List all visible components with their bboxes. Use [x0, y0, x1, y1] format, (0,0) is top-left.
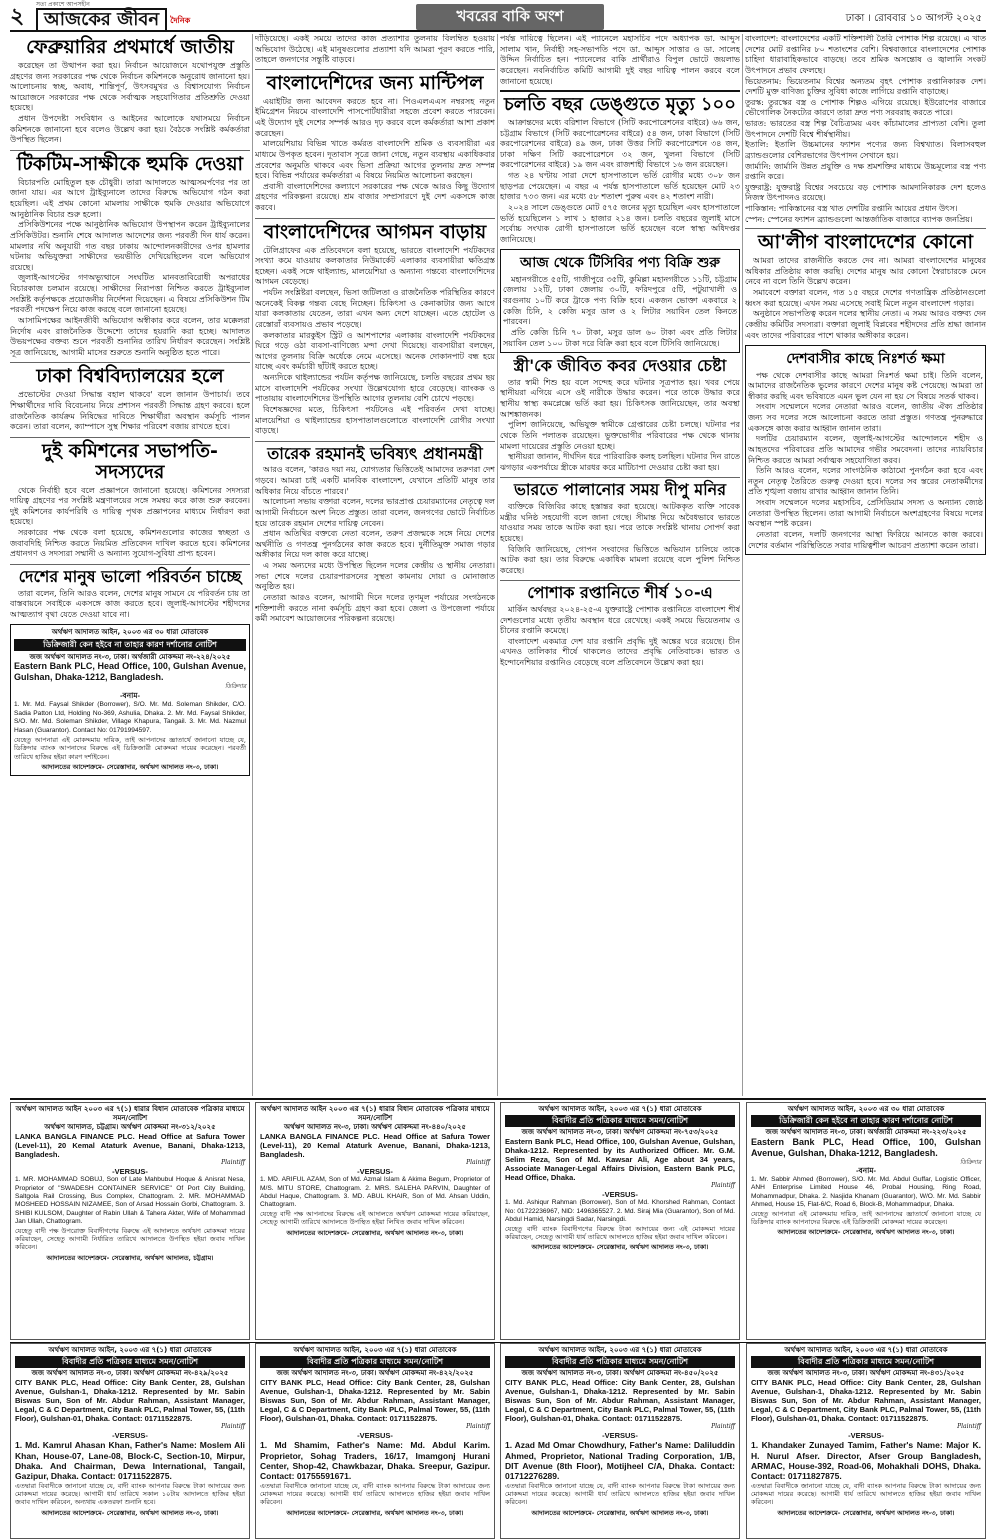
- article-arrivals-rise: [255, 222, 495, 437]
- notice-defendants: 1. MD. ARIFUL AZAM, Son of Md. Azmal Islam & Akima Begum, Proprietor of M/S. MITU STORE, Chattogram. 2. MRS. SALEHA PARVIN, Daughter of Abdul Haque, Chattogram. 3. MD. ABUL KHAIR, Son of Md. Ahsan Uddin, Chattogram.: [260, 1176, 490, 1209]
- paragraph: টেলিগ্রাফের এক প্রতিবেদনে বলা হয়েছে, ভারতে বাংলাদেশি পর্যটকদের সংখ্যা কমে যাওয়ায় কলকাতার নিউমার্কেট এলাকার ব্যবসায়ীরা ক্ষতিগ্রস্ত হচ্ছেন। একই সঙ্গে থাইল্যান্ড, মালয়েশিয়া ও অন্যান্য গন্তব্যে বাংলাদেশিদের আগমন বেড়েছে।: [255, 245, 495, 287]
- notice-case: জজ অর্থঋণ আদালত নং-৩, ঢাকা। অর্থজারী মোকদ্দমা নং-২২৩/২০২৫: [765, 1127, 967, 1137]
- column-4: [745, 34, 986, 1096]
- notice-signature: আদালতের আদেশক্রমে- সেরেস্তাদার, অর্থঋণ আদালত নং-৩, ঢাকা।: [41, 1508, 219, 1517]
- paragraph: নেতারা বলেন, দলটি জনগণের আস্থা ফিরিয়ে আনতে কাজ করবে। দেশের বর্তমান পরিস্থিতিতে সবার দায়িত্বশীল আচরণ প্রত্যাশা করেন তারা।: [748, 529, 983, 550]
- country-note: পাকিস্তান: পাকিস্তানের বস্ত্র খাত দেশটির রপ্তানি আয়ের প্রধান উৎস।: [745, 204, 958, 213]
- paragraph: পর্যটন সংশ্লিষ্টরা বলছেন, ভিসা জটিলতা ও রাজনৈতিক পরিস্থিতির কারণে অনেকেই বিকল্প গন্তব্য বেছে নিচ্ছেন। চিকিৎসা ও কেনাকাটার জন্য আগে যারা কলকাতায় যেতেন, তারা এখন অন্য দেশে যাচ্ছেন। এতে হোটেল ও রেস্তোরাঁ ব্যবসায়ও প্রভাব পড়েছে।: [255, 288, 495, 329]
- logo-tagline: সত্য প্রকাশে আপসহীন: [36, 1, 90, 8]
- notice-case: জজ অর্থঋণ আদালত নং-৩, ঢাকা। অর্থঋণ মোকদ্দমা নং-৪২২/২০২৫: [276, 1368, 474, 1378]
- notice-signature: আদালতের আদেশক্রমে- সেরেস্তাদার, অর্থঋণ আদালত নং-৩, ঢাকা।: [777, 1508, 955, 1517]
- paragraph: দলটির চেয়ারম্যান বলেন, জুলাই-আগস্টের আন্দোলনে শহীদ ও আহতদের পরিবারের প্রতি আমাদের গভীর সমবেদনা। তাদের ন্যায়বিচার নিশ্চিত করতে আমরা সর্বাত্মক সহযোগিতা করব।: [748, 434, 983, 465]
- legal-notice: [500, 1102, 740, 1340]
- paragraph: এ সময় অন্যদের মধ্যে উপস্থিত ছিলেন দলের কেন্দ্রীয় ও স্থানীয় নেতারা। সভা শেষে দলের চেয়ারপারসনের সুস্থতা কামনায় দোয়া ও মোনাজাত অনুষ্ঠিত হয়।: [255, 561, 495, 592]
- article-wife-burial: [500, 357, 740, 473]
- notice-plaintiff: Eastern Bank PLC, Head Office, 100, Gulshan Avenue, Gulshan, Dhaka-1212, Bangladesh.: [751, 1137, 981, 1158]
- notice-side: ডিক্রিদার: [959, 1158, 981, 1166]
- article-good-change: [10, 568, 250, 620]
- notice-versus: -VERSUS-: [112, 1430, 148, 1440]
- paragraph: বিজিবি জানিয়েছে, গোপন সংবাদের ভিত্তিতে অভিযান চালিয়ে তাকে আটক করা হয়। তার বিরুদ্ধে একাধিক মামলা রয়েছে বলে পুলিশ নিশ্চিত করেছে।: [500, 544, 740, 575]
- country-note: বাংলাদেশ: বাংলাদেশের একটি শক্তিশালী তৈরি পোশাক শিল্প রয়েছে। এ খাত দেশের মোট রপ্তানির ৮০ শতাংশের বেশি। বিশ্ববাজারে বাংলাদেশের পোশাক চাহিদা ধারাবাহিকভাবে বাড়ছে। তবে শ্রমিক অসন্তোষ ও জ্বালানি সংকট উৎপাদনে প্রভাব ফেলছে।: [745, 34, 986, 75]
- notice-signature: আদালতের আদেশক্রমে- সেরেস্তাদার, অর্থঋণ আদালত নং-৩, ঢাকা।: [286, 1228, 464, 1237]
- article-multiple-visa: [255, 73, 495, 214]
- legal-row-2: [10, 1342, 986, 1539]
- paragraph: কলকাতার মারকুইস স্ট্রিট ও আশপাশের এলাকায় বাংলাদেশি পর্যটকদের ঘিরে গড়ে ওঠা ব্যবসা-বাণিজ্যে মন্দা দেখা দিয়েছে। ব্যবসায়ীরা বলছেন, আগের তুলনায় বিক্রি অর্ধেকে নেমে এসেছে। অনেক দোকানপাট বন্ধ হয়ে যাচ্ছে এবং কর্মচারী ছাঁটাই করতে হচ্ছে।: [255, 330, 495, 372]
- notice-defendant: 1. Md Shamim, Father's Name: Md. Abdul Karim. Proprietor, Sohag Traders, 16/17, Imamgonj Hurani Center, Shop-42, Chawkbazar, Dhaka. Sreepur, Gazipur. Contact: 01755591671.: [260, 1440, 490, 1482]
- paragraph: প্রবাসী বাংলাদেশিদের কল্যাণে সরকারের পক্ষ থেকে আরও কিছু উদ্যোগ গ্রহণের পরিকল্পনা রয়েছে। শ্রম বাজার সম্প্রসারণে দুই দেশ একসঙ্গে কাজ করবে।: [255, 181, 495, 213]
- masthead: [10, 1, 986, 32]
- notice-signature: আদালতের আদেশক্রমে- সেরেস্তাদার, অর্থঋণ আদালত নং-৩, ঢাকা।: [531, 1243, 709, 1252]
- headline: ভারতে পালানোর সময় দীপু মনির: [513, 480, 727, 500]
- paragraph: মালয়েশিয়ায় বিভিন্ন খাতে কর্মরত বাংলাদেশি শ্রমিক ও ব্যবসায়ীরা এর মাধ্যমে উপকৃত হবেন। দূতাবাস সূত্রে জানা গেছে, নতুন ব্যবস্থায় একাধিকবার প্রবেশের অনুমতি থাকবে এবং ভিসা প্রক্রিয়া আগের তুলনায় দ্রুত সম্পন্ন হবে। বিভিন্ন পর্যায়ের কর্মকর্তারা এ বিষয়ে নিয়মিত আলোচনা করছেন।: [255, 139, 495, 181]
- notice-side: Plaintiff: [711, 1182, 735, 1190]
- paragraph: সংবাদ সম্মেলনে দলের মহাসচিব, প্রেসিডিয়াম সদস্য ও অন্যান্য জ্যেষ্ঠ নেতারা উপস্থিত ছিলেন। তারা আগামী নির্বাচনে অংশগ্রহণের বিষয়ে দলের অবস্থান স্পষ্ট করেন।: [748, 498, 983, 529]
- notice-case: অর্থঋণ আদালত নং-৩, ঢাকা। অর্থঋণ মোকদ্দমা নং-৪৪০/২০২৫: [284, 1121, 466, 1131]
- notice-bar: ডিক্রিজারী কেন হইবে না তাহার কারণ দর্শানোর নোটিশ: [751, 1115, 981, 1127]
- newspaper-logo: [36, 2, 190, 32]
- paragraph: বিশেষজ্ঞদের মতে, চিকিৎসা পর্যটনেও এই পরিবর্তন দেখা যাচ্ছে। মালয়েশিয়া ও থাইল্যান্ডের হাসপাতালগুলোতে বাংলাদেশি রোগীর সংখ্যা বাড়ছে।: [255, 404, 495, 436]
- notice-defendant: 1. Khandaker Zunayed Tamim, Father's Name: Major K. H. Nurul Afser. Director, Afser Group Bangladesh, ARMAC, House-392, Road-06, Mohakhali DOHS, Dhaka. Contact: 01711827875.: [751, 1440, 981, 1482]
- notice-plaintiff: CITY BANK PLC, Head Office: City Bank Center, 28, Gulshan Avenue, Gulshan-1, Dhaka-1212. Represented by Mr. Sabin Biswas Sun, Son of Mr. Abdur Rahman, Assistant Manager, Legal, C & C Department, City Bank PLC, Palmal Tower, 55, (11th Floor), Gulshan-01, Dhaka. Contact: 01711522875.: [15, 1378, 245, 1424]
- article-garment-export: [500, 584, 740, 668]
- notice-text: এতদ্বারা বিবাদীকে জানানো যাচ্ছে যে, বাদী ব্যাংক আপনার বিরুদ্ধে টাকা আদায়ের জন্য মোকদ্দমা দায়ের করেছে। আগামী ধার্য তারিখে আদালতে হাজির হইয়া জবাব দাখিল করিবেন।: [505, 1481, 735, 1507]
- paragraph: বিচারপতি মোহিতুল হক চৌধুরী। তারা আদালতে আত্মসমর্পণের পর তা জানা যায়। এর আগে ট্রাইব্যুনালে তাদের বিরুদ্ধে অভিযোগ গঠন করা হয়েছিল। এই প্রথম কোনো মামলায় সাক্ষীকে হুমকি দেওয়ার অভিযোগে আনুষ্ঠানিক বিচার শুরু হলো।: [10, 177, 250, 219]
- notice-caption: অর্থঋণ আদালত আইন, ২০০৩ এর ৭(১) ধারা মোতাবেক: [48, 1346, 212, 1354]
- notice-versus: -VERSUS-: [112, 1166, 148, 1176]
- notice-text: যেহেতু বাদী পক্ষ উপরোক্ত বিবাদীগণের বিরুদ্ধে এই আদালতে অর্থঋণ মোকদ্দমা দায়ের করিয়াছেন, সেহেতু আগামী নির্ধারিত তারিখে আদালতে উপস্থিত হইয়া জবাব দাখিল করিবেন।: [15, 1226, 245, 1252]
- notice-case: জজ অর্থঋণ আদালত নং-৩, ঢাকা। অর্থজারী মোকদ্দমা নং-২২৪/২০২৫: [29, 652, 231, 662]
- paragraph: প্রধান উপদেষ্টা সংবিধান ও আইনের আলোকে যথাসময়ে নির্বাচন কমিশনকে জানানো হবে বলেও উল্লেখ করা হয়। বৈঠকে সংশ্লিষ্ট কর্মকর্তারা উপস্থিত ছিলেন।: [10, 114, 250, 145]
- paragraph: প্রসিকিউশনের পক্ষে আনুষ্ঠানিক অভিযোগ উপস্থাপন করেন ট্রাইব্যুনালের প্রসিকিউটর। শুনানি শেষে আদালত আদেশের জন্য পরবর্তী দিন ধার্য করেন। মামলার নথি অনুযায়ী গত বছর ঢাকায় আন্দোলনকারীদের ওপর হামলার ঘটনায় অভিযুক্তরা সাক্ষীদের ভয়ভীতি দেখিয়েছিলেন বলে অভিযোগ রয়েছে।: [10, 220, 250, 272]
- notice-plaintiff: CITY BANK PLC, Head Office: City Bank Center, 28, Gulshan Avenue, Gulshan-1, Dhaka-1212. Represented by Mr. Sabin Biswas Sun, Son of Mr. Abdur Rahman, Assistant Manager, Legal, C & C Department, City Bank PLC, Palmal Tower, 55, (11th Floor), Gulshan-01, Dhaka. Contact: 01711522875.: [751, 1378, 981, 1424]
- paragraph: তার স্বামী শিশু হয় বলে সন্দেহ করে ঘটনার সূত্রপাত হয়। খবর পেয়ে স্থানীয়রা এগিয়ে এসে ওই নারীকে উদ্ধার করেন। পরে তাকে উদ্ধার করে স্থানীয় স্বাস্থ্য কমপ্লেক্সে ভর্তি করা হয়। চিকিৎসক জানিয়েছেন, তার অবস্থা আশঙ্কাজনক।: [500, 377, 740, 419]
- notice-side: Plaintiff: [466, 1423, 490, 1431]
- headline: আ'লীগ বাংলাদেশের কোনো: [757, 231, 974, 254]
- paragraph: আরও বলেন, 'কারও দয়া নয়, যোগ্যতার ভিত্তিতেই আমাদের তরুণরা দেশ গড়বে। আমরা চাই একটি মানবিক বাংলাদেশ, যেখানে প্রতিটি মানুষ তার অধিকার নিয়ে বাঁচতে পারবে।': [255, 465, 495, 496]
- notice-caption: অর্থঋণ আদালত আইন, ২০০৩ এর ৭(১) ধারা মোতাবেক: [784, 1346, 948, 1354]
- headline: চলতি বছর ডেঙ্গুতে মৃত্যু ১০০: [504, 94, 736, 116]
- headline: দুই কমিশনের সভাপতি-সদস্যদের: [42, 439, 218, 483]
- notice-plaintiff: CITY BANK PLC, Head Office: City Bank Center, 28, Gulshan Avenue, Gulshan-1, Dhaka-1212. Represented by Mr. Sabin Biswas Sun, Son of Mr. Abdur Rahman, Assistant Manager, Legal, C & C Department, City Bank PLC, Palmal Tower, 55, (11th Floor), Gulshan-01, Dhaka. Contact: 01711522875.: [505, 1378, 735, 1424]
- article-two-commissions: [10, 441, 250, 560]
- paragraph: বাংলাদেশ একমাত্র দেশ যার রপ্তানি প্রবৃদ্ধি দুই অঙ্কের ঘরে রয়েছে। চীন এখনও তালিকার শীর্ষে থাকলেও তাদের প্রবৃদ্ধি নেতিবাচক। ভারত ও ইন্দোনেশিয়ার রপ্তানিও বেড়েছে বলে প্রতিবেদনে উল্লেখ করা হয়।: [500, 636, 740, 668]
- notice-bar: বিবাদীর প্রতি পত্রিকার মাধ্যমে সমন/নোটিশ: [260, 1356, 490, 1368]
- notice-case: জজ অর্থঋণ আদালত নং-৩, ঢাকা। অর্থঋণ মোকদ্দমা নং-৪৫০/২০২৫: [521, 1368, 719, 1378]
- notice-text: যেহেতু বাদী পক্ষ আপনাদের বিরুদ্ধে এই আদালতে অর্থঋণ মোকদ্দমা দায়ের করিয়াছেন, সেহেতু আগামী তারিখে আদালতে উপস্থিত হইয়া লিখিত জবাব দাখিল করিবেন।: [260, 1209, 490, 1227]
- notice-caption: অর্থঋণ আদালত আইন ২০০৩ এর ৭(১) ধারার বিধান মোতাবেক পত্রিকার মাধ্যমে সমন/নোটিশ: [15, 1105, 245, 1122]
- notice-signature: আদালতের আদেশক্রমে- সেরেস্তাদার, অর্থঋণ আদালত, চট্টগ্রাম।: [46, 1253, 214, 1262]
- notice-plaintiff: CITY BANK PLC, Head Office: City Bank Center, 28, Gulshan Avenue, Gulshan-1, Dhaka-1212. Represented by Mr. Sabin Biswas Sun, Son of Mr. Abdur Rahman, Assistant Manager, Legal, C & C Department, City Bank PLC, Palmal Tower, 55, (11th Floor), Gulshan-01, Dhaka. Contact: 01711522875.: [260, 1378, 490, 1424]
- notice-defendants: 1. MR. MOHAMMAD SOBUJ, Son of Late Mahbubul Hoque & Anisrat Nesa, Proprietor of "SWADESH CONTAINER SERVICE" Of Port City Building, Saltgola Rail Crossing, Bus Complex, Chattogram. 2. MR. MOHAMMAD MOSHEED HOSSAIN NIZAMEE, Son of Arsad Hossain Gorbi, Chattogram. 3. SHIBI KULSOM, Daughter of Rabin Ullah & Tahera Akter, Wife of Mohammad Jan Ullah, Chattogram.: [15, 1176, 245, 1226]
- country-note: যুক্তরাষ্ট্র: যুক্তরাষ্ট্র বিশ্বের সবচেয়ে বড় পোশাক আমদানিকারক দেশ হলেও নিজস্ব উৎপাদনও রয়েছে।: [745, 182, 986, 203]
- notice-case: অর্থঋণ আদালত, চট্টগ্রাম। অর্থঋণ মোকদ্দমা নং-৩১২/২০২৫: [44, 1121, 216, 1131]
- paragraph: মার্কিন অর্থবছর ২০২৪-২৫-এ যুক্তরাষ্ট্রে পোশাক রপ্তানিতে বাংলাদেশ শীর্ষ দেশগুলোর মধ্যে তৃতীয় অবস্থান ধরে রেখেছে। একই সময়ে ভিয়েতনাম ও চীনের রপ্তানি কমেছে।: [500, 604, 740, 636]
- notice-signature: আদালতের আদেশক্রমে- সেরেস্তাদার, অর্থঋণ আদালত নং-৩, ঢাকা।: [777, 1228, 955, 1237]
- notice-defendants: 1. Mr. Sabbir Ahmed (Borrower), S/O. Mr. Md. Abdul Guffar, Logistic Officer, ANH Enterprise Limited House 46, Probal Housing, Ring Road, Mohammadpur, Dhaka. 2. Nasjida Khanam (Guarantor), W/O. Mr. Md. Sabbir Ahmed, House 15, Flat-6/C, Road 6, Block-B, Mohammadpur, Dhaka.: [751, 1176, 981, 1209]
- paragraph: এয়াইটির জন্য আবেদন করতে হবে না। পিওএলএএস নম্বরসহ নতুন ইমিগ্রেশন নিয়মে বাংলাদেশি পাসপোর্টধারীরা সহজে প্রবেশ করতে পারবেন। এই উদ্যোগ দুই দেশের সম্পর্ক আরও দৃঢ় করবে বলে কর্মকর্তারা আশা প্রকাশ করেছেন।: [255, 96, 495, 138]
- paragraph: নেতারা আরও বলেন, আগামী দিনে দলের তৃণমূল পর্যায়ের সংগঠনকে শক্তিশালী করতে নানা কর্মসূচি গ্রহণ করা হবে। জেলা ও উপজেলা পর্যায়ে কর্মী সমাবেশ আয়োজনের পরিকল্পনা রয়েছে।: [255, 592, 495, 624]
- notice-signature: আদালতের আদেশক্রমে- সেরেস্তাদার, অর্থঋণ আদালত নং-৩, ঢাকা।: [531, 1508, 709, 1517]
- headline: বাংলাদেশিদের জন্য মান্টিপল: [266, 71, 484, 94]
- notice-defendant: 1. Azad Md Omar Chowdhury, Father's Name: Daliluddin Ahmed, Proprietor, National Trading Corporation, 1/B, DIT Avenue (8th Floor), Motijheel C/A, Dhaka. Contact: 01712276289.: [505, 1440, 735, 1482]
- paragraph: তারা বলেন, তিনি আরও বলেন, দেশের মানুষ সামনে যে পরিবর্তন চায় তা বাস্তবায়নে সবাইকে একসঙ্গে কাজ করতে হবে। জুলাই-আগস্টের শহীদদের আত্মত্যাগ বৃথা যেতে দেওয়া যাবে না।: [10, 588, 250, 619]
- legal-notice: [10, 624, 250, 776]
- notice-case: জজ অর্থঋণ আদালত নং-৩, ঢাকা। অর্থঋণ মোকদ্দমা নং-৪২৯/২০২৫: [31, 1368, 229, 1378]
- notice-signature: আদালতের আদেশক্রমে- সেরেস্তাদার, অর্থঋণ আদালত নং-৩, ঢাকা।: [41, 763, 219, 772]
- notice-text: এতদ্বারা বিবাদীকে জানানো যাচ্ছে যে, বাদী ব্যাংক আপনার বিরুদ্ধে টাকা আদায়ের জন্য মোকদ্দমা দায়ের করেছে। আগামী ধার্য তারিখে সকাল ১০টায় আদালতে হাজির হইয়া জবাব দাখিল করিবেন, অন্যথায় একতরফা শুনানি হবে।: [15, 1481, 245, 1507]
- paragraph: প্রতি কেজি চিনি ৭০ টাকা, মসুর ডাল ৬০ টাকা এবং প্রতি লিটার সয়াবিন তেল ১০০ টাকা দরে বিক্রি করা হবে বলে টিসিবি জানিয়েছে।: [503, 327, 737, 348]
- country-note: ভিয়েতনাম: ভিয়েতনাম বিশ্বের অন্যতম বৃহৎ পোশাক রপ্তানিকারক দেশ। দেশটি মুক্ত বাণিজ্য চুক্তির সুবিধা কাজে লাগিয়ে রপ্তানি বাড়াচ্ছে।: [745, 76, 986, 97]
- country-note: ইতালি: ইতালি উচ্চমানের ফ্যাশন পণ্যের জন্য বিশ্বখ্যাত। বিলাসবহুল ব্র্যান্ডগুলোর বেশিরভাগের উৎপাদন সেখানে হয়।: [745, 140, 986, 160]
- paragraph: থেকে নির্বাহী হবে বলে প্রজ্ঞাপনে জানানো হয়েছে। কমিশনের সদস্যরা দায়িত্ব গ্রহণের পর সংশ্লিষ্ট মন্ত্রণালয়ের সঙ্গে সমন্বয় করে কাজ শুরু করবেন। দুই কমিশনের কার্যপরিধি ও দায়িত্ব পৃথক প্রজ্ঞাপনের মাধ্যমে নির্ধারণ করা হয়েছে।: [10, 485, 250, 527]
- column-1: [10, 34, 250, 1096]
- continued-text: পর্যন্ত দায়িত্বে ছিলেন। এই প্যানেলে মহাসচিব পদে অধ্যাপক ডা. আব্দুস সালাম খান, নির্বাহী সহ-সভাপতি পদে ডা. আব্দুস সাত্তার ও ডা. সালেহ উদ্দিন নির্বাচিত হন। প্যানেলের বাকি প্রার্থীরাও বিপুল ভোটে জয়লাভ করেছেন। নবনির্বাচিত কমিটি আগামী দুই বছর দায়িত্ব পালন করবে বলে জানানো হয়েছে।: [500, 34, 740, 86]
- notice-versus: -বনাম-: [120, 690, 140, 700]
- paragraph: আমরা তাদের রাজনীতি করতে দেব না। আমরা বাংলাদেশের মানুষের অধিকার প্রতিষ্ঠায় কাজ করছি। দেশের মানুষ আর কোনো স্বৈরাচারকে মেনে নেবে না বলে তিনি উল্লেখ করেন।: [745, 256, 986, 287]
- article-du-hall: [10, 366, 250, 432]
- legal-notice: [746, 1343, 986, 1539]
- notice-bar: বিবাদীর প্রতি পত্রিকার মাধ্যমে সমন/নোটিশ: [751, 1356, 981, 1368]
- notice-defendants: 1. Md. Ashiqur Rahman (Borrower), Son of Md. Khorshed Rahman, Contact No: 01722236967, NID: 1496365527. 2. Md. Siraj Mia (Guarantor), Son of Md. Abdul Hamid, Narsingdi Sadar, Narsingdi.: [505, 1199, 735, 1224]
- legal-notice: [500, 1343, 740, 1539]
- paragraph: প্রধান অতিথির বক্তব্যে নেতা বলেন, তরুণ প্রজন্মকে সঙ্গে নিয়ে দেশের অর্থনীতি ও গণতন্ত্র পুনর্গঠনের কাজ করতে হবে। দুর্নীতিমুক্ত সমাজ গড়ার অঙ্গীকার নিয়ে দল কাজ করে যাচ্ছে।: [255, 529, 495, 560]
- paragraph: আক্রান্তদের মধ্যে বরিশাল বিভাগে (সিটি করপোরেশনের বাইরে) ৬৬ জন, চট্টগ্রাম বিভাগে (সিটি করপোরেশনের বাইরে) ৫৪ জন, ঢাকা বিভাগে (সিটি করপোরেশনের বাইরে) ৪৯ জন, ঢাকা উত্তর সিটি করপোরেশনে ৩৪ জন, ঢাকা দক্ষিণ সিটি করপোরেশনে ৩২ জন, খুলনা বিভাগে (সিটি করপোরেশনের বাইরে) ১৯ জন এবং রাজশাহী বিভাগে ১৬ জন রয়েছেন।: [500, 117, 740, 170]
- notice-caption: অর্থঋণ আদালত আইন, ২০০৩ এর ৭(১) ধারা মোতাবেক: [293, 1346, 457, 1354]
- notice-plaintiff: Eastern Bank PLC, Head Office, 100, Gulshan Avenue, Gulshan, Dhaka-1212. Represented by its Authorized Officer. Mr. G.M. Selim Reza, Son of Md. Kawsar Ali, Age about 34 years, Associate Manager-Legal Affairs Division, Eastern Bank PLC, Head Office, Dhaka.: [505, 1137, 735, 1183]
- notice-caption: অর্থঋণ আদালত আইন, ২০০৩ এর ৭(১) ধারা মোতাবেক: [538, 1105, 702, 1113]
- notice-caption: অর্থঋণ আদালত আইন, ২০০৩ এর ৭(১) ধারা মোতাবেক: [538, 1346, 702, 1354]
- notice-text: এতদ্বারা বিবাদীকে জানানো যাচ্ছে যে, বাদী ব্যাংক আপনার বিরুদ্ধে টাকা আদায়ের জন্য মোকদ্দমা দায়ের করেছে। আগামী ধার্য তারিখে আদালতে হাজির হইয়া জবাব দাখিল করিবেন।: [751, 1481, 981, 1507]
- country-note: ভারত: ভারতের বস্ত্র শিল্প বৈচিত্র্যময় এবং কাঁচামালের প্রাপ্যতা বেশি। তুলা উৎপাদনে দেশটি বিশ্বে শীর্ষস্থানীয়।: [745, 119, 986, 139]
- article-future-pm: [255, 445, 495, 625]
- notice-side: Plaintiff: [711, 1423, 735, 1431]
- notice-versus: -VERSUS-: [357, 1166, 393, 1176]
- legal-notice: [255, 1343, 495, 1539]
- notice-bar: বিবাদীর প্রতি পত্রিকার মাধ্যমে সমন/নোটিশ: [505, 1356, 735, 1368]
- paragraph: প্রভোস্টের দেওয়া সিদ্ধান্ত বহাল থাকবে' বলে জানান উপাচার্য। তবে শিক্ষার্থীদের দাবি বিবেচনায় নিয়ে প্রশাসন পরবর্তী সিদ্ধান্ত গ্রহণ করবে। হলে রাজনৈতিক কার্যক্রম নিষিদ্ধের দাবিতে শিক্ষার্থীরা অবস্থান কর্মসূচি পালন করেন। তারা বলেন, ক্যাম্পাসে সুস্থ শিক্ষার পরিবেশ বজায় রাখতে হবে।: [10, 390, 250, 432]
- paragraph: ২০২৪ সালে ডেঙ্গুতে মোট ৫৭৫ জনের মৃত্যু হয়েছিল এবং হাসপাতালে ভর্তি হয়েছিলেন ১ লাখ ১ হাজার ২১৪ জন। চলতি বছরের জুলাই মাসে সর্বোচ্চ সংখ্যক রোগী হাসপাতালে ভর্তি হয়েছেন বলে স্বাস্থ্য অধিদপ্তর জানিয়েছে।: [500, 202, 740, 244]
- legal-notice: [10, 1343, 250, 1539]
- notice-case: জজ অর্থঋণ আদালত নং-৩, ঢাকা। অর্থঋণ মোকদ্দমা নং-৭৫৩/২০২৫: [521, 1127, 719, 1137]
- notice-plaintiff: Eastern Bank PLC, Head Office, 100, Gulshan Avenue, Gulshan, Dhaka-1212, Bangladesh.: [14, 661, 246, 683]
- paragraph: পক্ষ থেকে দেশবাসীর কাছে আমরা নিঃশর্ত ক্ষমা চাই। তিনি বলেন, আমাদের রাজনৈতিক ভুলের কারণে দেশের মানুষ কষ্ট পেয়েছে। আমরা তা স্বীকার করছি এবং ভবিষ্যতে এমন ভুল যেন না হয় সে বিষয়ে সতর্ক থাকব।: [748, 370, 983, 401]
- notice-case: জজ অর্থঋণ আদালত নং-৩, ঢাকা। অর্থঋণ মোকদ্দমা নং-৪৩১/২০২৫: [767, 1368, 965, 1378]
- notice-plaintiff: LANKA BANGLA FINANCE PLC. Head Office at Safura Tower (Level-11), 20 Kemal Ataturk Avenue, Banani, Dhaka-1213, Bangladesh.: [15, 1131, 245, 1159]
- paragraph: অন্যদিকে থাইল্যান্ডের পর্যটন কর্তৃপক্ষ জানিয়েছে, চলতি বছরের প্রথম ছয় মাসে বাংলাদেশি পর্যটকের সংখ্যা উল্লেখযোগ্য হারে বেড়েছে। ব্যাংকক ও পাতায়ায় বাংলাদেশিদের উপস্থিতি আগের তুলনায় বেশি চোখে পড়ছে।: [255, 373, 495, 404]
- headline: পোশাক রপ্তানিতে শীর্ষ ১০-এ: [527, 583, 713, 603]
- legal-row-1: [10, 1102, 986, 1340]
- logo-title: আজকের জীবন: [36, 8, 167, 32]
- column-2: [255, 34, 495, 1096]
- paragraph: তিনি আরও বলেন, দলের সাংগঠনিক কাঠামো পুনর্গঠন করা হবে এবং নতুন নেতৃত্ব তৈরিতে গুরুত্ব দেওয়া হবে। দলের সব স্তরের নেতাকর্মীদের প্রতি শৃঙ্খলা বজায় রাখার আহ্বান জানান তিনি।: [748, 466, 983, 497]
- headline: দেশবাসীর কাছে নিঃশর্ত ক্ষমা: [786, 351, 945, 368]
- legal-notices: [10, 1098, 986, 1539]
- article-apology: [745, 345, 986, 555]
- paragraph: গত ২৪ ঘণ্টায় সারা দেশে হাসপাতালে ভর্তি রোগীর মধ্যে ৩০৮ জন ছাড়পত্র পেয়েছেন। এ বছর এ পর্যন্ত হাসপাতালে ভর্তি হয়েছেন মোট ২৩ হাজার ৭৩৩ জন। এর মধ্যে ৫৮ শতাংশ পুরুষ এবং ৪২ শতাংশ নারী।: [500, 171, 740, 202]
- headline: ফেব্রুয়ারির প্রথমার্ধে জাতীয়: [26, 36, 234, 58]
- article-witness-threat: [10, 154, 250, 359]
- page-number: ২: [10, 3, 25, 30]
- paragraph: করেছেন তা উত্থাপন করা হয়। নির্বাচন আয়োজনে যথোপযুক্ত প্রস্তুতি গ্রহণের জন্য সরকারের পক্ষ থেকে নির্বাচন কমিশনকে অনুরোধ জানানো হয়। আলোচনায় স্বচ্ছ, অবাধ, শান্তিপূর্ণ, উৎসবমুখর ও বিশ্বাসযোগ্য নির্বাচন আয়োজনে সরকারের পক্ষ থেকে সর্বাত্মক সহযোগিতার প্রতিশ্রুতি দেওয়া হয়েছে।: [10, 60, 250, 113]
- notice-bar: বিবাদীর প্রতি পত্রিকার মাধ্যমে সমন/নোটিশ: [505, 1115, 735, 1127]
- legal-notice: [10, 1102, 250, 1340]
- notice-side: Plaintiff: [221, 1423, 245, 1431]
- headline: আজ থেকে টিসিবির পণ্য বিক্রি শুরু: [519, 255, 721, 272]
- legal-notice: [746, 1102, 986, 1340]
- paragraph: পুলিশ জানিয়েছে, অভিযুক্ত স্বামীকে গ্রেপ্তারের চেষ্টা চলছে। ঘটনার পর থেকে তিনি পলাতক রয়েছেন। ভুক্তভোগীর পরিবারের পক্ষ থেকে থানায় মামলা দায়েরের প্রস্তুতি নেওয়া হচ্ছে।: [500, 420, 740, 451]
- notice-versus: -VERSUS-: [357, 1430, 393, 1440]
- notice-text: এতদ্বারা বিবাদীকে জানানো যাচ্ছে যে, বাদী ব্যাংক আপনার বিরুদ্ধে টাকা আদায়ের জন্য মোকদ্দমা দায়ের করেছে। আগামী ধার্য তারিখে আদালতে হাজির হইয়া জবাব দাখিল করিবেন।: [260, 1481, 490, 1507]
- column-3: [500, 34, 740, 1096]
- notice-text: যেহেতু আপনারা এই মোকদ্দমায় দায়িক, তাই আপনাদের জ্ঞাতার্থে জানানো যাচ্ছে যে, ডিক্রিদার ব্যাংক আপনাদের বিরুদ্ধে এই ডিক্রিজারী মোকদ্দমা দায়ের করেছেন। পরবর্তী তারিখে হাজির হইয়া কারণ দর্শাইবেন।: [14, 735, 246, 761]
- notice-side: ডিক্রিদার: [224, 683, 246, 691]
- notice-caption: অর্থঋণ আদালত আইন, ২০০৩ এর ৩০ ধারা মোতাবেক: [51, 628, 209, 637]
- article-election: [10, 37, 250, 146]
- article-dengue: [500, 95, 740, 245]
- notice-text: যেহেতু বাদী ব্যাংক বিবাদীগণের বিরুদ্ধে টাকা আদায়ের জন্য এই মোকদ্দমা দায়ের করিয়াছেন, সেহেতু আগামী ধার্য তারিখে আদালতে হাজির হইয়া জবাব দাখিল করিবেন।: [505, 1224, 735, 1242]
- issue-date: ঢাকা । রোববার ১০ আগস্ট ২০২৫: [845, 13, 982, 24]
- notice-defendants: 1. Mr. Md. Faysal Shikder (Borrower), S/O. Mr. Md. Soleman Shikder, C/O. Sadia Patton Ltd, Holding No-369, Ashulia, Dhaka. 2. Mr. Md. Faysal Shikder, S/O. Mr. Md. Soleman Shikder, Village Khapura, Tangail. 3. Mr. Md. Nazmul Hasan (Guarantor). Contact No: 01791994597.: [14, 700, 246, 734]
- headline: তারেক রহমানই ভবিষ্যৎ প্রধানমন্ত্রী: [267, 443, 483, 463]
- headline: স্ত্রী'কে জীবিত কবর দেওয়ার চেষ্টা: [513, 356, 727, 376]
- news-area: [10, 34, 986, 1096]
- paragraph: স্থানীয়রা জানান, দীর্ঘদিন ধরে পারিবারিক কলহ চলছিল। ঘটনার দিন রাতে ঝগড়ার একপর্যায়ে স্ত্রীকে মারধর করে মাটিচাপা দেওয়ার চেষ্টা করা হয়।: [500, 452, 740, 472]
- section-title: খবরের বাকি অংশ: [416, 4, 604, 30]
- notice-versus: -VERSUS-: [602, 1189, 638, 1199]
- paragraph: জুলাই-আগস্টের গণঅভ্যুত্থানে সংঘটিত মানবতাবিরোধী অপরাধের বিচারকাজ চলমান রয়েছে। সাক্ষীদের নিরাপত্তা নিশ্চিত করতে ট্রাইব্যুনাল সংশ্লিষ্ট কর্তৃপক্ষকে প্রয়োজনীয় নির্দেশনা দিয়েছেন। এ বিষয়ে প্রসিকিউশন টিম পরবর্তী পদক্ষেপ নিয়ে কাজ করছে বলে জানানো হয়েছে।: [10, 273, 250, 315]
- notice-plaintiff: LANKA BANGLA FINANCE PLC. Head Office at Safura Tower (Level-11), 20 Kemal Ataturk Avenue, Banani, Dhaka-1213, Bangladesh.: [260, 1131, 490, 1159]
- notice-versus: -বনাম-: [856, 1166, 876, 1176]
- legal-notice: [255, 1102, 495, 1340]
- continued-text: দাঁড়িয়েছে। একই সময়ে তাদের কাজ প্রত্যাশার তুলনায় বিলম্বিত হওয়ায় অভিযোগ উঠেছে। এই মানুষগুলোর প্রত্যাশা যদি আমরা পূরণ করতে পারি, তাহলে জনগণের সন্তুষ্টি বাড়বে।: [255, 34, 495, 65]
- notice-bar: বিবাদীর প্রতি পত্রিকার মাধ্যমে সমন/নোটিশ: [15, 1356, 245, 1368]
- notice-versus: -VERSUS-: [602, 1430, 638, 1440]
- paragraph: আলোচনা সভায় বক্তারা বলেন, দলের ভারপ্রাপ্ত চেয়ারম্যানের নেতৃত্বে দল আগামী নির্বাচনে অংশ নিতে প্রস্তুত। তারা বলেন, জনগণের ভোটে নির্বাচিত হয়ে তারেক রহমান দেশের দায়িত্ব নেবেন।: [255, 497, 495, 528]
- headline: টিকটিম-সাক্ষীকে হুমকি দেওয়া: [16, 152, 244, 175]
- paragraph: সংবাদ সম্মেলনে দলের নেতারা আরও বলেন, জাতীয় ঐক্য প্রতিষ্ঠার জন্য সব দলের সঙ্গে আলোচনা করতে তারা প্রস্তুত। গণতন্ত্র পুনরুদ্ধারে একসঙ্গে কাজ করার আহ্বান জানান তারা।: [748, 402, 983, 433]
- notice-side: Plaintiff: [957, 1423, 981, 1431]
- logo-daily: দৈনিক: [170, 14, 191, 25]
- notice-side: Plaintiff: [466, 1158, 490, 1166]
- paragraph: অনুষ্ঠানে সভাপতিত্ব করেন দলের স্থানীয় নেতা। এ সময় আরও বক্তব্য দেন কেন্দ্রীয় কমিটির সদস্যরা। বক্তারা জুলাই বিপ্লবের শহীদদের প্রতি শ্রদ্ধা জানান এবং তাদের পরিবারের পাশে থাকার অঙ্গীকার করেন।: [745, 309, 986, 340]
- paragraph: সমাবেশে বক্তারা বলেন, গত ১৫ বছরে দেশের গণতান্ত্রিক প্রতিষ্ঠানগুলো ধ্বংস করা হয়েছে। এখন সময় এসেছে সবাই মিলে নতুন বাংলাদেশ গড়ার।: [745, 288, 986, 308]
- notice-signature: আদালতের আদেশক্রমে- সেরেস্তাদার, অর্থঋণ আদালত নং-৩, ঢাকা।: [286, 1508, 464, 1517]
- paragraph: ব্যক্তিকে বিজিবির কাছে হস্তান্তর করা হয়েছে। আটককৃত ব্যক্তি সাবেক মন্ত্রীর ঘনিষ্ঠ সহযোগী বলে জানা গেছে। সীমান্ত দিয়ে অবৈধভাবে ভারতে যাওয়ার সময় তাকে আটক করা হয়। পরে তাকে সংশ্লিষ্ট থানায় সোপর্দ করা হয়েছে।: [500, 502, 740, 543]
- paragraph: মহানগরীতে ৫৫টি, গাজীপুরে ৩৫টি, কুমিল্লা মহানগরীতে ১১টি, চট্টগ্রাম জেলায় ১২টি, ঢাকা জেলায় ৩০টি, ফরিদপুরে ৫টি, পটুয়াখালী ও বরগুনায় ১০টি করে ট্রাকে পণ্য বিক্রি হবে। একজন ভোক্তা একবারে ২ কেজি চিনি, ২ কেজি মসুর ডাল ও ২ লিটার সয়াবিন তেল কিনতে পারবেন।: [503, 274, 737, 327]
- paragraph: আসামিপক্ষের আইনজীবী অভিযোগ অস্বীকার করে বলেন, তার মক্কেলরা নির্দোষ এবং রাজনৈতিক উদ্দেশ্যে তাদের হয়রানি করা হচ্ছে। আদালত উভয়পক্ষের বক্তব্য শুনে পরবর্তী শুনানির তারিখ নির্ধারণ করেছেন। সংশ্লিষ্ট সূত্র জানিয়েছে, আগামী মাসের শুরুতে শুনানি অনুষ্ঠিত হতে পারে।: [10, 315, 250, 357]
- country-note: তুরস্ক: তুরস্কের বস্ত্র ও পোশাক শিল্পও এগিয়ে রয়েছে। ইউরোপের বাজারে ভৌগোলিক নৈকট্যের কারণে তারা দ্রুত পণ্য সরবরাহ করতে পারে।: [745, 97, 986, 118]
- notice-bar: ডিক্রিজারী কেন হইবে না তাহার কারণ দর্শানোর নোটিশ: [14, 639, 246, 652]
- country-note: স্পেন: স্পেনের ফ্যাশন ব্র্যান্ডগুলো আন্তর্জাতিক বাজারে ব্যাপক জনপ্রিয়।: [745, 214, 973, 224]
- notice-caption: অর্থঋণ আদালত আইন, ২০০৩ এর ৩০ ধারা মোতাবেক: [787, 1105, 945, 1113]
- notice-text: যেহেতু আপনারা এই মোকদ্দমায় দায়িক, তাই আপনাদের জ্ঞাতার্থে জানানো যাচ্ছে যে ডিক্রিদার ব্যাংক আপনাদের বিরুদ্ধে এই ডিক্রিজারী মোকদ্দমা দায়ের করেছেন।: [751, 1209, 981, 1227]
- country-note: জার্মানি: জার্মানি উন্নত প্রযুক্তি ও দক্ষ শ্রমশক্তির মাধ্যমে উচ্চমূল্যের বস্ত্র পণ্য রপ্তানি করে।: [745, 161, 986, 182]
- article-tcb: [500, 249, 740, 353]
- headline: দেশের মানুষ ভালো পরিবর্তন চাচ্ছে: [18, 566, 242, 586]
- notice-side: Plaintiff: [221, 1158, 245, 1166]
- article-dipu-moni: [500, 481, 740, 576]
- notice-defendant: 1. Md. Kamrul Ahasan Khan, Father's Name: Moslem Ali Khan, House-07, Lane-08, Block-C, Section-10, Mirpur, Dhaka. And Chairman, Dewa International, Tangail, Gazipur, Dhaka. Contact: 01711522875.: [15, 1440, 245, 1482]
- notice-caption: অর্থঋণ আদালত আইন ২০০৩ এর ৭(১) ধারার বিধান মোতাবেক পত্রিকার মাধ্যমে সমন/নোটিশ: [260, 1105, 490, 1122]
- headline: বাংলাদেশিদের আগমন বাড়ায়: [263, 220, 487, 243]
- headline: ঢাকা বিশ্ববিদ্যালয়ের হলে: [36, 365, 224, 388]
- paragraph: সরকারের পক্ষ থেকে বলা হয়েছে, কমিশনগুলোর কাজের স্বচ্ছতা ও জবাবদিহি নিশ্চিত করতে নিয়মিত প্রতিবেদন দাখিল করতে হবে। কমিশনের প্রধানগণ ও সদস্যরা সম্মানী ও অন্যান্য সুযোগ-সুবিধা প্রাপ্য হবেন।: [10, 528, 250, 559]
- article-awami-league: [745, 232, 986, 341]
- notice-versus: -VERSUS-: [848, 1430, 884, 1440]
